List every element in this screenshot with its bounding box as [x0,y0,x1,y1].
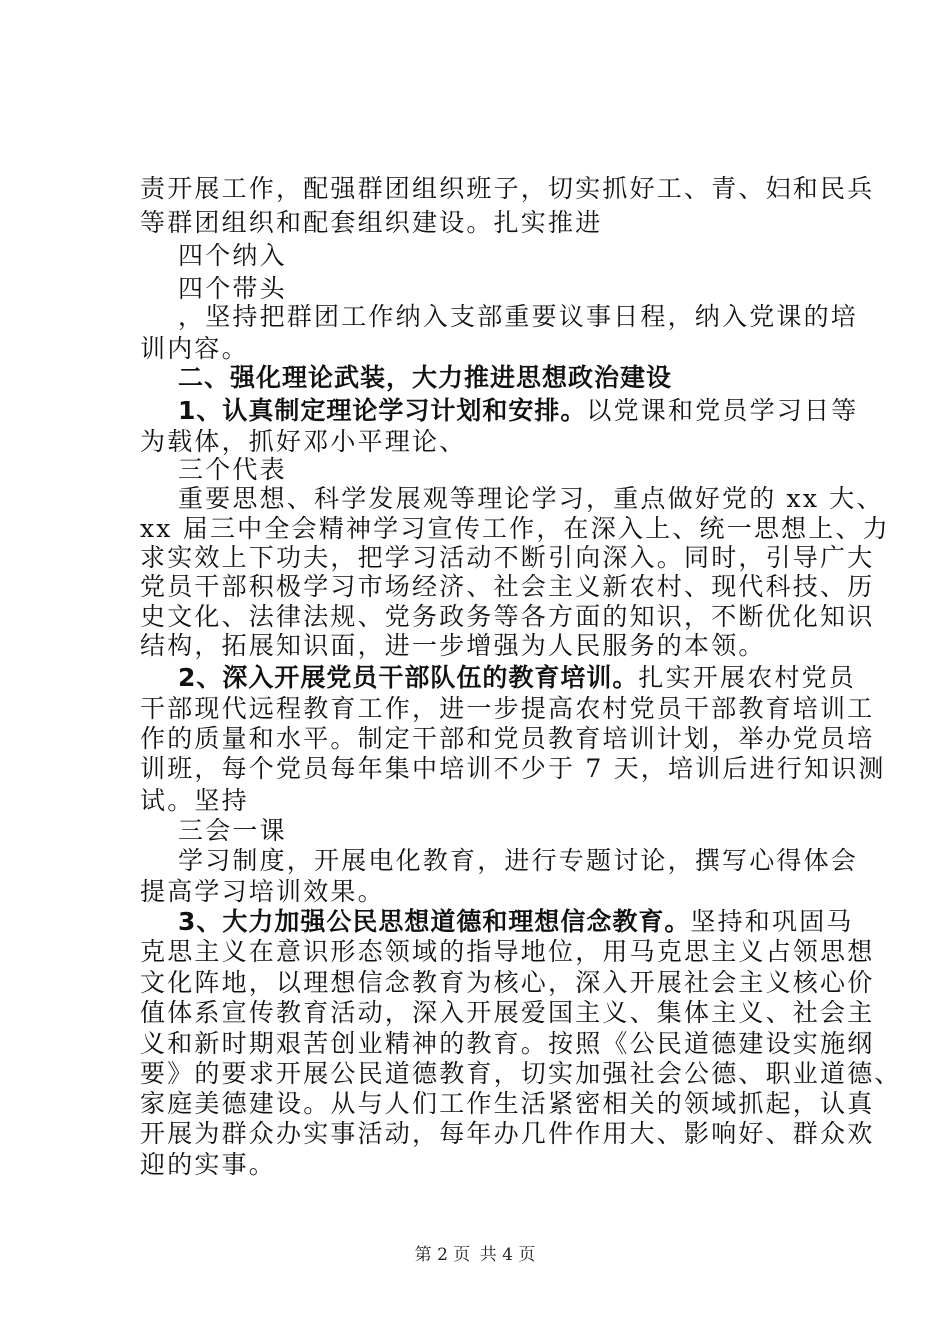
paragraph-line: 重要思想、科学发展观等理论学习，重点做好党的 xx 大、 [178,484,884,513]
paragraph-line: 学习制度，开展电化教育，进行专题讨论，撰写心得体会 [178,846,859,875]
paragraph-line: 开展为群众办实事活动，每年办几件作用大、影响好、群众欢 [140,1119,875,1148]
paragraph-line: 为载体，抓好邓小平理论、 [140,427,467,456]
paragraph-line: 克思主义在意识形态领域的指导地位，用马克思主义占领思想 [140,937,875,966]
section-heading: 二、强化理论武装，大力推进思想政治建设 [178,363,673,392]
page-footer [0,1244,950,1266]
quoted-term: 三个代表 [178,455,287,484]
paragraph-line: ，坚持把群团工作纳入支部重要议事日程，纳入党课的培 [178,302,859,331]
paragraph-line: 史文化、法律法规、党务政务等各方面的知识，不断优化知识 [140,602,875,631]
paragraph-line: 干部现代远程教育工作，进一步提高农村党员干部教育培训工 [140,694,875,723]
paragraph-line: 求实效上下功夫，把学习活动不断引向深入。同时，引导广大 [140,543,875,572]
page-total: 共 4 页 [479,1245,536,1265]
paragraph-line: 训内容。 [140,334,249,363]
subsection-heading: 1、认真制定理论学习计划和安排。 [178,396,587,425]
quoted-term: 三会一课 [178,816,287,845]
paragraph-line: 义和新时期艰苦创业精神的教育。按照《公民道德建设实施纲 [140,1029,875,1058]
paragraph-line: 迎的实事。 [140,1150,277,1179]
paragraph-line: 责开展工作，配强群团组织班子，切实抓好工、青、妇和民兵 [140,174,875,203]
paragraph-line: 党员干部积极学习市场经济、社会主义新农村、现代科技、历 [140,572,875,601]
paragraph-line: 提高学习培训效果。 [140,877,385,906]
paragraph-line: 值体系宣传教育活动，深入开展爱国主义、集体主义、社会主 [140,998,875,1027]
quoted-term: 四个带头 [178,274,287,303]
paragraph-line: 结构，拓展知识面，进一步增强为人民服务的本领。 [140,631,766,660]
paragraph-line: 文化阵地，以理想信念教育为核心，深入开展社会主义核心价 [140,968,875,997]
subsection-line: 2、深入开展党员干部队伍的教育培训。扎实开展农村党员 [178,663,857,692]
subsection-heading: 3、大力加强公民思想道德和理想信念教育。 [178,907,691,936]
paragraph-line: 等群团组织和配套组织建设。扎实推进 [140,208,603,237]
paragraph-line: 作的质量和水平。制定干部和党员教育培训计划，举办党员培 [140,724,875,753]
paragraph-line: 要》的要求开展公民道德教育，切实加强社会公德、职业道德、 [140,1059,902,1088]
paragraph-line: 家庭美德建设。从与人们工作生活紧密相关的领域抓起，认真 [140,1089,875,1118]
subsection-line: 1、认真制定理论学习计划和安排。以党课和党员学习日等 [178,396,859,425]
paragraph-line: xx 届三中全会精神学习宣传工作，在深入上、统一思想上、力 [140,514,890,543]
subsection-heading: 2、深入开展党员干部队伍的教育培训。 [178,663,639,692]
paragraph-line: 试。坚持 [140,786,249,815]
page-number: 第 2 页 [414,1245,471,1265]
quoted-term: 四个纳入 [178,241,287,270]
subsection-line: 3、大力加强公民思想道德和理想信念教育。坚持和巩固马 [178,907,854,936]
paragraph-line: 训班，每个党员每年集中培训不少于 7 天，培训后进行知识测 [140,754,886,783]
